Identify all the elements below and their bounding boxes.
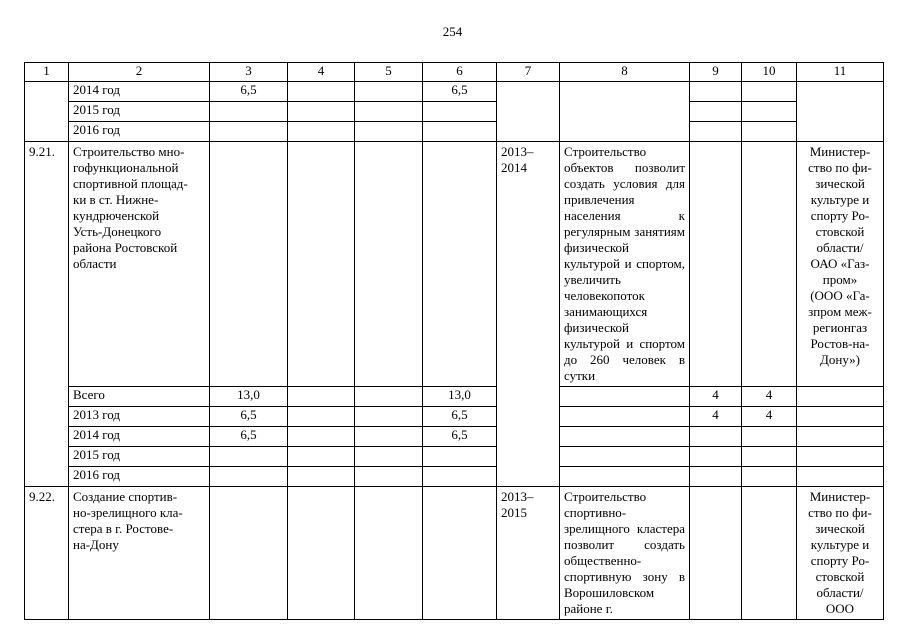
period-cell xyxy=(497,82,560,142)
value-cell xyxy=(797,447,884,467)
value-cell xyxy=(423,467,497,487)
value-cell xyxy=(288,122,355,142)
value-cell xyxy=(288,427,355,447)
value-cell xyxy=(423,487,497,620)
value-cell: 13,0 xyxy=(423,387,497,407)
header-cell: 5 xyxy=(355,63,423,82)
year-label: 2015 год xyxy=(69,447,210,467)
value-cell xyxy=(355,102,423,122)
value-cell xyxy=(210,467,288,487)
value-cell xyxy=(355,122,423,142)
item-executor: Министер- ство по фи- зической культуре и спорту Ро- стовской области/ ОАО «Газ- пром» (ООО «Га- зпром меж- регионгаз Ростов-на- Дону») xyxy=(797,142,884,387)
value-cell xyxy=(210,447,288,467)
value-cell xyxy=(210,487,288,620)
value-cell: 6,5 xyxy=(423,407,497,427)
year-label: 2014 год xyxy=(69,82,210,102)
header-cell: 6 xyxy=(423,63,497,82)
value-cell xyxy=(355,387,423,407)
page-number: 254 xyxy=(442,24,463,39)
year-label: 2014 год xyxy=(69,427,210,447)
value-cell xyxy=(288,82,355,102)
value-cell xyxy=(742,447,797,467)
year-label: Всего xyxy=(69,387,210,407)
value-cell: 4 xyxy=(742,387,797,407)
value-cell xyxy=(288,407,355,427)
value-cell xyxy=(742,467,797,487)
header-cell: 2 xyxy=(69,63,210,82)
value-cell xyxy=(742,82,797,102)
item-name: Создание спортив- но-зрелищного кла- стера в г. Ростове- на-Дону xyxy=(69,487,210,620)
value-cell xyxy=(742,122,797,142)
value-cell xyxy=(742,142,797,387)
year-label: 2016 год xyxy=(69,467,210,487)
value-cell xyxy=(690,122,742,142)
value-cell xyxy=(690,142,742,387)
table-row xyxy=(25,407,884,427)
value-cell xyxy=(423,142,497,387)
value-cell xyxy=(288,447,355,467)
value-cell xyxy=(355,467,423,487)
value-cell xyxy=(742,102,797,122)
code-cell xyxy=(25,82,69,142)
item-executor: Министер- ство по фи- зической культуре и спорту Ро- стовской области/ ООО xyxy=(797,487,884,620)
value-cell: 4 xyxy=(690,407,742,427)
item-code: 9.21. xyxy=(25,142,69,487)
year-label: 2016 год xyxy=(69,122,210,142)
table-row xyxy=(25,487,884,620)
table-row xyxy=(25,447,884,467)
header-row xyxy=(25,63,884,82)
value-cell: 4 xyxy=(690,387,742,407)
table-row xyxy=(25,122,884,142)
value-cell: 6,5 xyxy=(423,82,497,102)
program-table xyxy=(24,62,884,620)
value-cell xyxy=(288,102,355,122)
executor-cell xyxy=(797,82,884,142)
header-cell: 7 xyxy=(497,63,560,82)
value-cell xyxy=(210,122,288,142)
header-cell: 4 xyxy=(288,63,355,82)
table-row xyxy=(25,82,884,102)
item-period: 2013– 2015 xyxy=(497,487,560,620)
table-row xyxy=(25,142,884,387)
table-row xyxy=(25,467,884,487)
header-cell: 11 xyxy=(797,63,884,82)
value-cell xyxy=(560,467,690,487)
item-name: Строительство мно- гофункциональной спортивной площад- ки в ст. Нижне- кундрюченской Усть-Донецкого района Ростовской области xyxy=(69,142,210,387)
description-cell xyxy=(560,82,690,142)
item-description: Строительство объектов позволит создать условия для привлечения населения к регулярным занятиям физической культурой и спортом, увеличить человекопоток занимающихся физической культурой и спортом до 260 человек в сутки xyxy=(560,142,690,387)
value-cell: 6,5 xyxy=(210,427,288,447)
value-cell xyxy=(560,407,690,427)
item-description: Строительство спортивно-зрелищного кластера позволит создать общественно-спортивную зону в Ворошиловском районе г. xyxy=(560,487,690,620)
value-cell xyxy=(355,142,423,387)
header-cell: 8 xyxy=(560,63,690,82)
value-cell xyxy=(288,467,355,487)
item-period: 2013– 2014 xyxy=(497,142,560,487)
value-cell xyxy=(797,387,884,407)
value-cell xyxy=(423,122,497,142)
value-cell xyxy=(560,427,690,447)
value-cell xyxy=(690,82,742,102)
value-cell xyxy=(423,102,497,122)
value-cell xyxy=(355,447,423,467)
value-cell: 13,0 xyxy=(210,387,288,407)
year-label: 2013 год xyxy=(69,407,210,427)
value-cell xyxy=(797,427,884,447)
value-cell xyxy=(690,102,742,122)
value-cell xyxy=(690,467,742,487)
value-cell xyxy=(288,387,355,407)
value-cell xyxy=(355,487,423,620)
header-cell: 3 xyxy=(210,63,288,82)
value-cell: 4 xyxy=(742,407,797,427)
year-label: 2015 год xyxy=(69,102,210,122)
value-cell: 6,5 xyxy=(423,427,497,447)
value-cell: 6,5 xyxy=(210,82,288,102)
table-row xyxy=(25,387,884,407)
value-cell xyxy=(355,407,423,427)
table-row xyxy=(25,427,884,447)
value-cell xyxy=(690,447,742,467)
item-code: 9.22. xyxy=(25,487,69,620)
value-cell xyxy=(288,487,355,620)
header-cell: 10 xyxy=(742,63,797,82)
value-cell xyxy=(690,487,742,620)
value-cell xyxy=(797,407,884,427)
table-row xyxy=(25,102,884,122)
value-cell xyxy=(210,142,288,387)
value-cell xyxy=(560,447,690,467)
header-cell: 9 xyxy=(690,63,742,82)
value-cell xyxy=(355,427,423,447)
value-cell xyxy=(560,387,690,407)
value-cell xyxy=(797,467,884,487)
header-cell: 1 xyxy=(25,63,69,82)
value-cell xyxy=(690,427,742,447)
value-cell xyxy=(355,82,423,102)
value-cell xyxy=(423,447,497,467)
value-cell xyxy=(288,142,355,387)
value-cell xyxy=(742,427,797,447)
value-cell: 6,5 xyxy=(210,407,288,427)
value-cell xyxy=(210,102,288,122)
value-cell xyxy=(742,487,797,620)
